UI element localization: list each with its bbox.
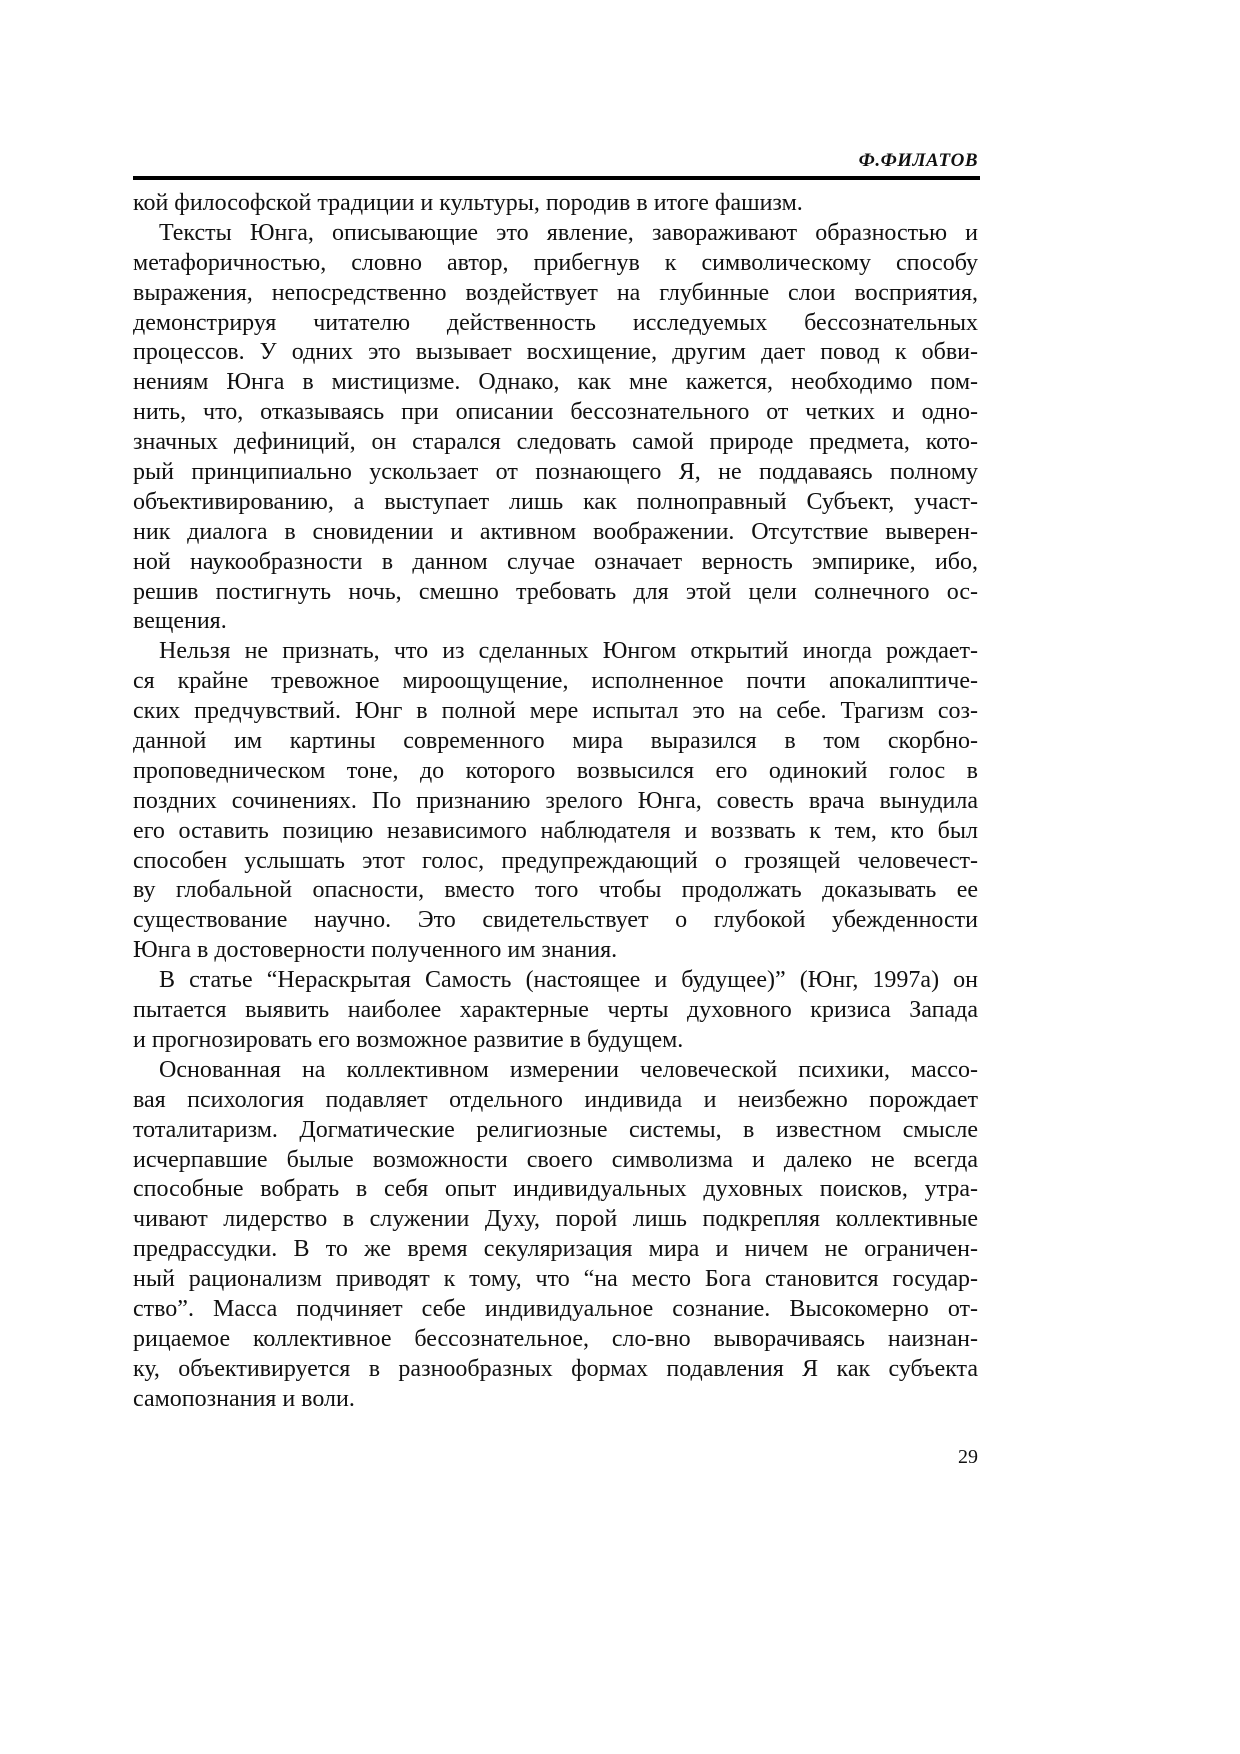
text-line: рицаемое коллективное бессознательное, сло-вно выворачиваясь наизнан- bbox=[133, 1325, 978, 1352]
text-line: метафоричностью, словно автор, прибегнув к символическому способу bbox=[133, 249, 978, 276]
text-line: вещения. bbox=[133, 608, 227, 635]
body-text bbox=[133, 189, 978, 1415]
text-line: кой философской традиции и культуры, породив в итоге фашизм. bbox=[133, 190, 803, 216]
text-line: проповедническом тоне, до которого возвысился его одинокий голос в bbox=[133, 757, 978, 784]
running-head-author: Ф.ФИЛАТОВ bbox=[858, 150, 978, 171]
text-line: данной им картины современного мира выразился в том скорбно- bbox=[133, 728, 978, 755]
text-line: тоталитаризм. Догматические религиозные системы, в известном смысле bbox=[133, 1116, 978, 1143]
text-line: значных дефиниций, он старался следовать самой природе предмета, кото- bbox=[133, 429, 978, 456]
page-number: 29 bbox=[958, 1446, 978, 1468]
text-line: ник диалога в сновидении и активном воображении. Отсутствие выверен- bbox=[133, 518, 978, 545]
text-line: объективированию, а выступает лишь как полноправный Субъект, участ- bbox=[133, 488, 978, 515]
text-line: способен услышать этот голос, предупреждающий о грозящей человечест- bbox=[133, 847, 978, 874]
text-line: Тексты Юнга, описывающие это явление, завораживают образностью и bbox=[159, 219, 978, 246]
text-line: ной наукообразности в данном случае означает верность эмпирике, ибо, bbox=[133, 548, 978, 575]
paragraph bbox=[133, 637, 978, 966]
text-line: поздних сочинениях. По признанию зрелого Юнга, совесть врача вынудила bbox=[133, 787, 978, 814]
text-line: и прогнозировать его возможное развитие в будущем. bbox=[133, 1026, 684, 1053]
text-line: решив постигнуть ночь, смешно требовать для этой цели солнечного ос- bbox=[133, 578, 978, 605]
text-line: рый принципиально ускользает от познающего Я, не поддаваясь полному bbox=[133, 459, 978, 486]
text-line: самопознания и воли. bbox=[133, 1385, 355, 1412]
text-line: демонстрируя читателю действенность исследуемых бессознательных bbox=[133, 309, 978, 336]
text-line: Основанная на коллективном измерении человеческой психики, массо- bbox=[159, 1056, 978, 1083]
text-line: ся крайне тревожное мироощущение, исполненное почти апокалиптиче- bbox=[133, 668, 978, 695]
paragraph bbox=[133, 1056, 978, 1415]
text-line: нить, что, отказываясь при описании бессознательного от четких и одно- bbox=[133, 399, 978, 426]
paragraph bbox=[133, 189, 978, 219]
text-line: ство”. Масса подчиняет себе индивидуальное сознание. Высокомерно от- bbox=[133, 1295, 978, 1322]
paragraph bbox=[133, 966, 978, 1056]
text-line: предрассудки. В то же время секуляризация мира и ничем не ограничен- bbox=[133, 1236, 978, 1263]
text-line: вая психология подавляет отдельного индивида и неизбежно порождает bbox=[133, 1086, 978, 1113]
text-line: чивают лидерство в служении Духу, порой лишь подкрепляя коллективные bbox=[133, 1206, 978, 1233]
text-line: Нельзя не признать, что из сделанных Юнгом открытий иногда рождает- bbox=[159, 638, 978, 665]
text-line: Юнга в достоверности полученного им знания. bbox=[133, 937, 618, 964]
paragraph bbox=[133, 219, 978, 637]
text-line: пытается выявить наиболее характерные черты духовного кризиса Запада bbox=[133, 997, 978, 1024]
text-line: его оставить позицию независимого наблюдателя и воззвать к тем, кто был bbox=[133, 817, 978, 844]
text-line: ный рационализм приводят к тому, что “на место Бога становится государ- bbox=[133, 1266, 978, 1293]
text-line: ских предчувствий. Юнг в полной мере испытал это на себе. Трагизм соз- bbox=[133, 698, 978, 725]
text-line: существование научно. Это свидетельствует о глубокой убежденности bbox=[133, 907, 978, 934]
text-line: В статье “Нераскрытая Самость (настоящее и будущее)” (Юнг, 1997а) он bbox=[159, 967, 978, 994]
text-line: выражения, непосредственно воздействует на глубинные слои восприятия, bbox=[133, 279, 978, 306]
text-line: процессов. У одних это вызывает восхищение, другим дает повод к обви- bbox=[133, 339, 978, 366]
text-line: ку, объективируется в разнообразных формах подавления Я как субъекта bbox=[133, 1355, 978, 1382]
text-line: исчерпавшие былые возможности своего символизма и далеко не всегда bbox=[133, 1146, 978, 1173]
text-line: ву глобальной опасности, вместо того чтобы продолжать доказывать ее bbox=[133, 877, 978, 904]
text-line: способные вобрать в себя опыт индивидуальных духовных поисков, утра- bbox=[133, 1176, 978, 1203]
text-line: нениям Юнга в мистицизме. Однако, как мне кажется, необходимо пом- bbox=[133, 369, 978, 396]
header-rule bbox=[133, 176, 980, 180]
